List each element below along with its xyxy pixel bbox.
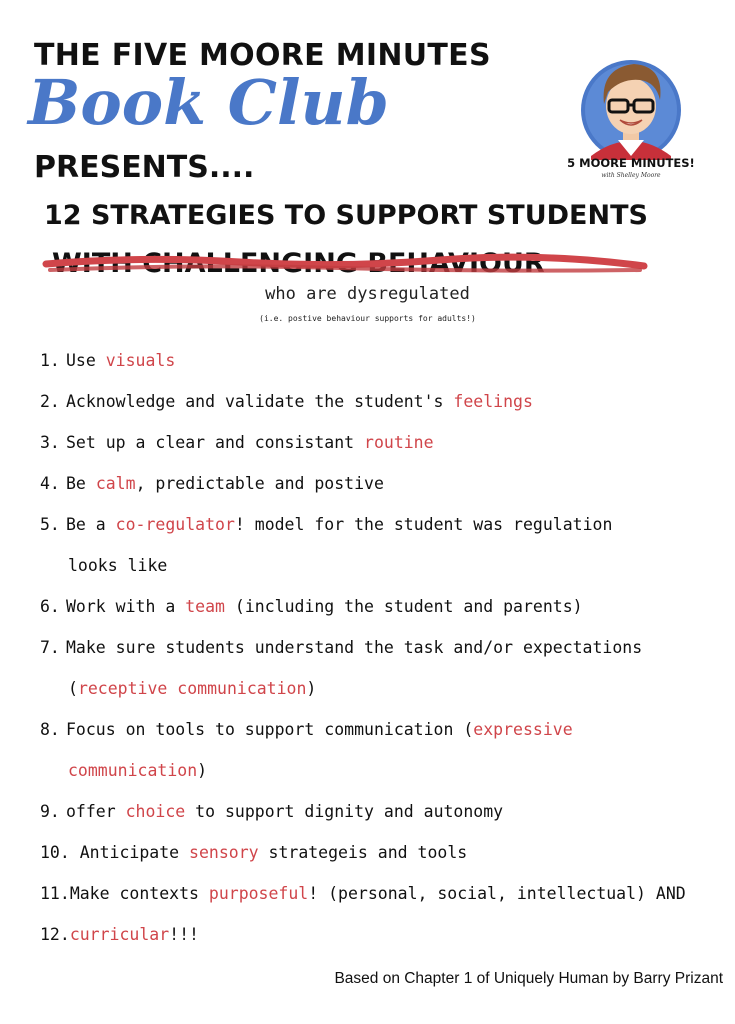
strike-through-mark — [40, 246, 650, 286]
item-text-after: strategeis and tools — [258, 843, 468, 862]
logo-subtext: with Shelley Moore — [601, 172, 661, 179]
list-item — [40, 627, 720, 668]
list-item — [40, 791, 720, 832]
item-highlight: receptive communication — [77, 679, 307, 698]
item-highlight: communication — [68, 761, 198, 780]
item-text-after: ! (personal, social, intellectual) AND — [308, 884, 686, 903]
item-text-after: (including the student and parents) — [224, 597, 583, 616]
item-highlight: feelings — [453, 392, 533, 411]
item-number: 12. — [40, 925, 70, 944]
title-line-1: THE FIVE MOORE MINUTES — [34, 38, 491, 73]
item-highlight: curricular — [69, 925, 170, 944]
item-text: looks like — [68, 556, 168, 575]
list-item — [40, 340, 720, 381]
item-number: 8. — [40, 720, 60, 739]
list-item-continuation — [40, 545, 720, 586]
item-highlight: purposeful — [208, 884, 309, 903]
list-item — [40, 709, 720, 750]
item-text-after: ) — [306, 679, 317, 698]
item-text-after: !!! — [169, 925, 199, 944]
presents-title: PRESENTS.... — [34, 150, 255, 185]
item-text-after: ) — [197, 761, 208, 780]
item-text: Be — [66, 474, 96, 493]
strategy-list — [40, 340, 720, 955]
book-club-title: Book Club — [28, 66, 389, 139]
item-number: 5. — [40, 515, 60, 534]
item-text: Focus on tools to support communication ( — [66, 720, 474, 739]
list-item — [40, 463, 720, 504]
strategies-heading: 12 STRATEGIES TO SUPPORT STUDENTS — [44, 200, 648, 231]
source-footer: Based on Chapter 1 of Uniquely Human by Barry Prizant — [334, 970, 723, 987]
item-text: Work with a — [66, 597, 186, 616]
list-item-continuation — [40, 668, 720, 709]
item-number: 9. — [40, 802, 60, 821]
item-text-after: to support dignity and autonomy — [185, 802, 504, 821]
item-number: 6. — [40, 597, 60, 616]
logo-text: 5 MOORE MINUTES! — [567, 156, 695, 170]
item-text: Use — [66, 351, 106, 370]
list-item — [40, 586, 720, 627]
item-number: 11. — [40, 884, 70, 903]
list-item — [40, 832, 720, 873]
list-item — [40, 873, 720, 914]
item-highlight: visuals — [105, 351, 176, 370]
item-text: offer — [66, 802, 126, 821]
item-number: 2. — [40, 392, 60, 411]
list-item — [40, 422, 720, 463]
item-text: Make contexts — [69, 884, 209, 903]
list-item — [40, 381, 720, 422]
list-item-continuation — [40, 750, 720, 791]
item-text: ( — [68, 679, 78, 698]
item-highlight: sensory — [189, 843, 259, 862]
item-highlight: calm — [95, 474, 136, 493]
list-item — [40, 914, 720, 955]
item-highlight: expressive — [473, 720, 573, 739]
subheading-note: (i.e. postive behaviour supports for adults!) — [259, 314, 476, 323]
replacement-subheading: who are dysregulated — [265, 284, 470, 304]
item-text-after: , predictable and postive — [135, 474, 384, 493]
item-number: 7. — [40, 638, 60, 657]
item-highlight: choice — [125, 802, 186, 821]
item-text: Anticipate — [69, 843, 190, 862]
list-item — [40, 504, 720, 545]
item-text-after: ! model for the student was regulation — [234, 515, 613, 534]
item-text: Be a — [66, 515, 116, 534]
item-number: 3. — [40, 433, 60, 452]
item-highlight: team — [185, 597, 225, 616]
item-text: Set up a clear and consistant — [66, 433, 365, 452]
item-highlight: co-regulator — [115, 515, 235, 534]
item-text: Make sure students understand the task and/or expectations — [66, 638, 643, 657]
item-number: 4. — [40, 474, 60, 493]
item-number: 10. — [40, 843, 70, 862]
item-highlight: routine — [364, 433, 434, 452]
item-number: 1. — [40, 351, 60, 370]
struck-heading: WITH CHALLENGING BEHAVIOUR — [52, 248, 545, 279]
item-text: Acknowledge and validate the student's — [66, 392, 454, 411]
